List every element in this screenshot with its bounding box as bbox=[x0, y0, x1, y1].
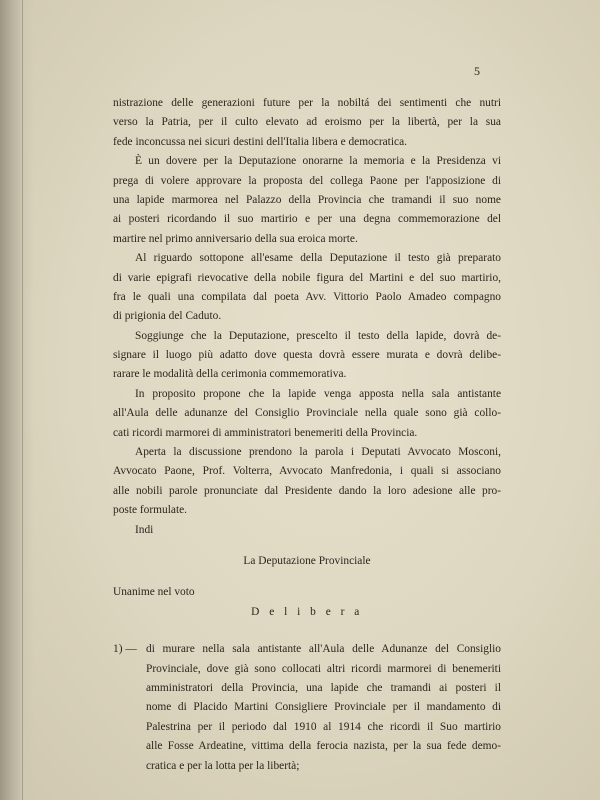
text-line: Aperta la discussione prendono la parola i Deputati Avvocato Mosconi, bbox=[135, 446, 501, 459]
text-line: di prigionia del Caduto. bbox=[113, 310, 222, 323]
text-line: Al riguardo sottopone all'esame della Deputazione il testo già preparato bbox=[135, 252, 501, 265]
spacer bbox=[113, 571, 501, 583]
item-number: 1) — bbox=[113, 643, 137, 656]
text-line: signare il luogo più adatto dove questa dovrà essere murata e dovrà delibe- bbox=[113, 349, 501, 362]
text-line: ai posteri ricordando il suo martirio e per una degna commemorazione del bbox=[113, 213, 501, 226]
paragraph-1 bbox=[113, 94, 501, 152]
text-line: Avvocato Paone, Prof. Volterra, Avvocato Manfredonia, i quali si associano bbox=[113, 465, 501, 478]
text-line: È un dovere per la Deputazione onorarne la memoria e la Presidenza vi bbox=[135, 155, 501, 168]
text-line: In proposito propone che la lapide venga apposta nella sala antistante bbox=[135, 387, 501, 400]
deputazione-heading: La Deputazione Provinciale bbox=[243, 554, 371, 567]
text-line: Provinciale, dove già sono collocati altri ricordi marmorei di benemeriti bbox=[146, 662, 501, 675]
unanime-text: Unanime nel voto bbox=[113, 586, 195, 599]
paragraph-2 bbox=[113, 152, 501, 249]
text-line: all'Aula delle adunanze del Consiglio Provinciale nella quale sono già collo- bbox=[113, 407, 501, 420]
text-line: rarare le modalità della cerimonia commemorativa. bbox=[113, 368, 347, 381]
book-gutter-shadow bbox=[0, 0, 34, 800]
text-line: di murare nella sala antistante all'Aula delle Adunanze del Consiglio bbox=[146, 643, 501, 656]
text-line: nome di Placido Martini Consigliere Provinciale per il mandamento di bbox=[146, 701, 501, 714]
paragraph-4 bbox=[113, 327, 501, 385]
paragraph-5 bbox=[113, 385, 501, 443]
gutter-fold-line bbox=[22, 0, 23, 800]
page-number: 5 bbox=[474, 64, 481, 78]
indi-text: Indi bbox=[135, 523, 154, 536]
text-line: martire nel primo anniversario della sua eroica morte. bbox=[113, 232, 358, 245]
text-line: amministratori della Provincia, una lapide che tramandi ai posteri il bbox=[146, 681, 501, 694]
text-line: Palestrina per il periodo dal 1910 al 1914 che ricordi il Suo martirio bbox=[146, 720, 501, 733]
text-line: cati ricordi marmorei di amministratori benemeriti della Provincia. bbox=[113, 426, 418, 439]
text-line: poste formulate. bbox=[113, 504, 188, 517]
text-line: nistrazione delle generazioni future per la nobiltá dei sentimenti che nutri bbox=[113, 97, 501, 109]
text-line: cratica e per la lotta per la libertà; bbox=[146, 759, 300, 772]
text-line: di varie epigrafi rievocative della nobile figura del Martini e del suo martirio, bbox=[113, 271, 501, 284]
text-line: verso la Patria, per il culto elevato ad eroismo per la libertà, per la sua bbox=[113, 116, 501, 129]
text-line: alle nobili parole pronunciate dal Presidente dando la loro adesione alle pro- bbox=[113, 484, 501, 497]
text-line: Soggiunge che la Deputazione, prescelto il testo della lapide, dovrà de- bbox=[135, 329, 501, 342]
paragraph-6 bbox=[113, 443, 501, 521]
delibera-heading: D e l i b e r a bbox=[251, 605, 363, 618]
document-body bbox=[113, 94, 501, 776]
text-line: una lapide marmorea nel Palazzo della Provincia che tramandi il suo nome bbox=[113, 193, 501, 206]
text-line: alle Fosse Ardeatine, vittima della ferocia nazista, per la sua fede demo- bbox=[146, 740, 501, 753]
text-line: fede inconcussa nei sicuri destini dell'Italia libera e democratica. bbox=[113, 135, 407, 148]
spacer bbox=[113, 540, 501, 552]
resolution-item-1 bbox=[113, 640, 501, 776]
text-line: prega di volere approvare la proposta del collega Paone per l'apposizione di bbox=[113, 174, 501, 187]
spacer bbox=[113, 622, 501, 640]
paragraph-3 bbox=[113, 249, 501, 327]
text-line: fra le quali una compilata dal poeta Avv. Vittorio Paolo Amadeo compagno bbox=[113, 290, 501, 303]
